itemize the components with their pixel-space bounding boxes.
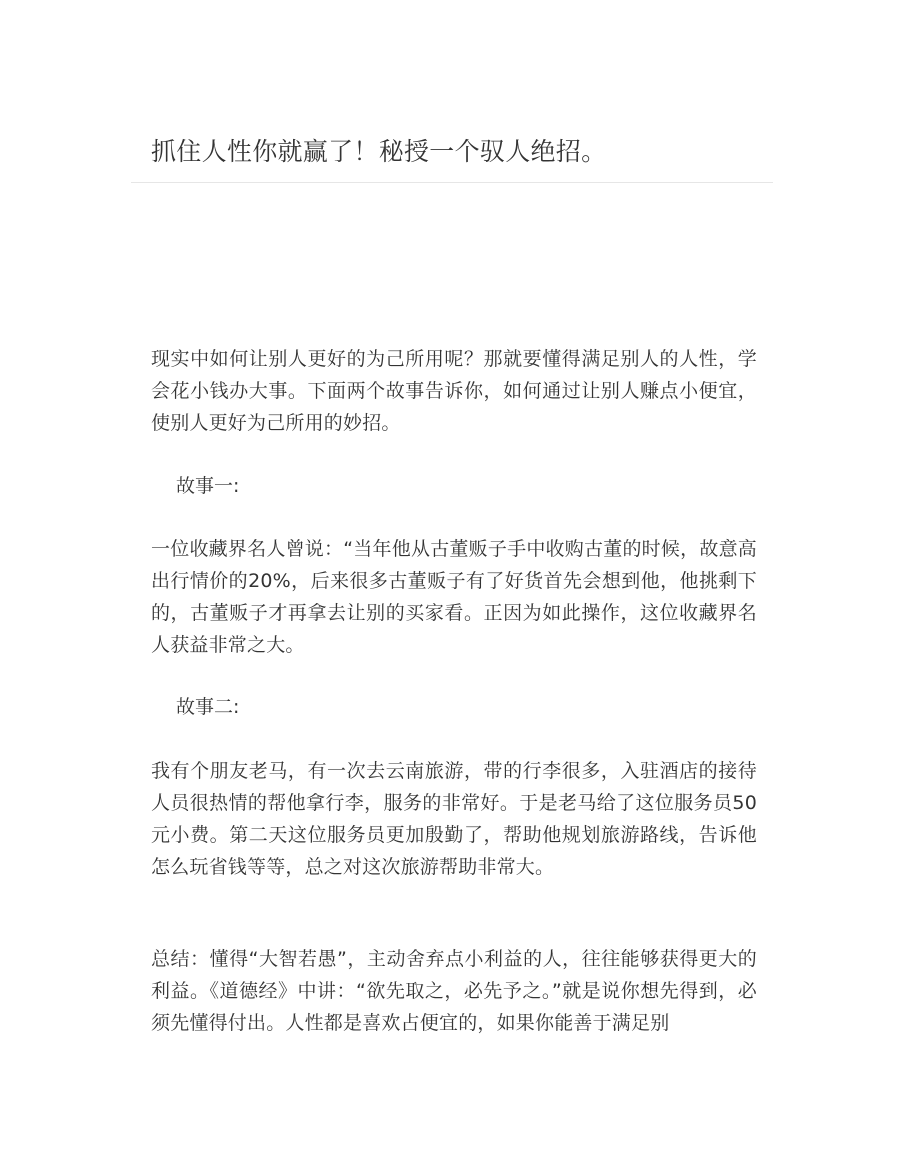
title-divider (131, 182, 773, 183)
story2-paragraph: 我有个朋友老马，有一次去云南旅游，带的行李很多，入驻酒店的接待人员很热情的帮他拿行李，服务的非常好。于是老马给了这位服务员50元小费。第二天这位服务员更加殷勤了，帮助他规划旅游路线，告诉他怎么玩省钱等等，总之对这次旅游帮助非常大。 (151, 760, 757, 878)
summary-paragraph: 总结：懂得“大智若愚”，主动舍弃点小利益的人，往往能够获得更大的利益。《道德经》中讲：“欲先取之，必先予之。”就是说你想先得到，必须先懂得付出。人性都是喜欢占便宜的，如果你能善于满足别 (151, 948, 757, 1034)
article-title: 抓住人性你就赢了！秘授一个驭人绝招。 (151, 137, 607, 166)
story1-heading: 故事一: (176, 475, 240, 497)
story2-heading: 故事二: (176, 696, 240, 718)
story1-paragraph: 一位收藏界名人曾说：“当年他从古董贩子手中收购古董的时候，故意高出行情价的20%，后来很多古董贩子有了好货首先会想到他，他挑剩下的，古董贩子才再拿去让别的买家看。正因为如此操作，这位收藏界名人获益非常之大。 (151, 538, 757, 656)
intro-paragraph: 现实中如何让别人更好的为己所用呢？那就要懂得满足别人的人性，学会花小钱办大事。下面两个故事告诉你，如何通过让别人赚点小便宜，使别人更好为己所用的妙招。 (151, 348, 757, 434)
